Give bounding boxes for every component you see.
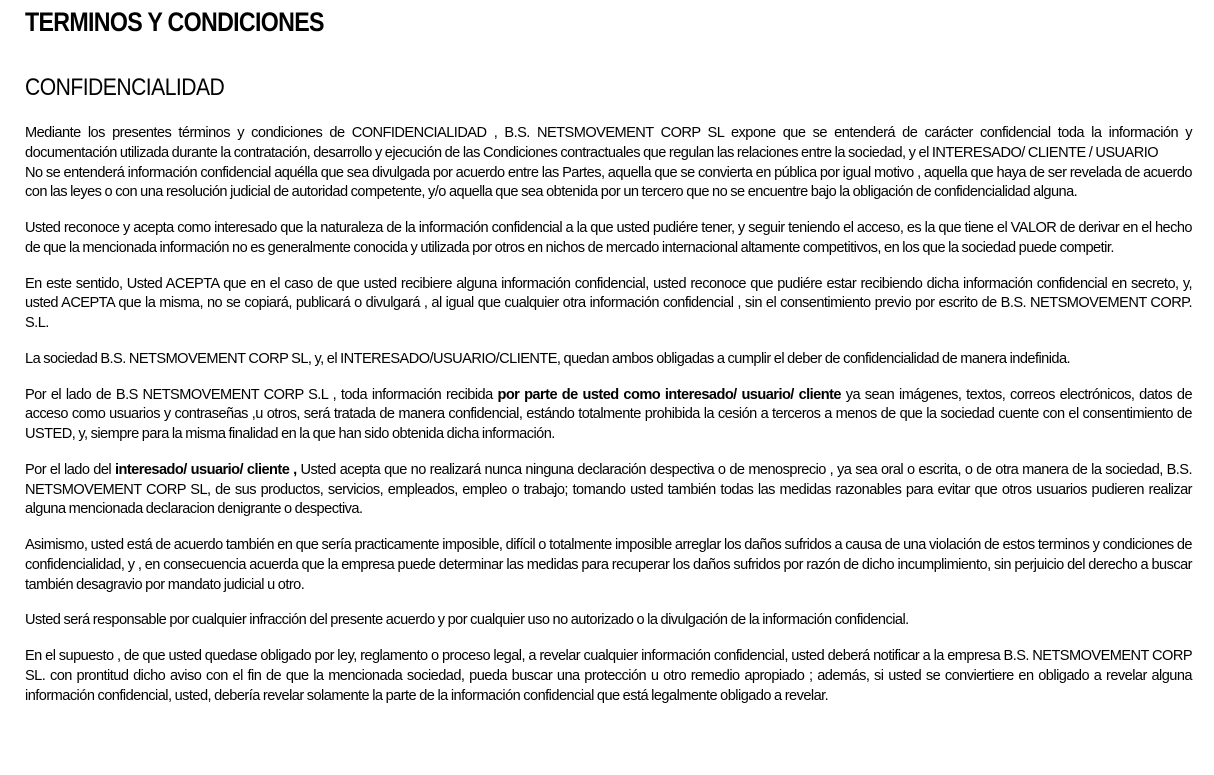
user-side-bold-text: interesado/ usuario/ cliente , bbox=[114, 461, 297, 478]
paragraph-value-acknowledgement: Usted reconoce y acepta como interesado que la naturaleza de la información confidencial a la que usted pudiére tener, y seguir teniendo el acceso, es la que tiene el VALOR de derivar en el hecho de que la mencionada información no es generalmente conocida y utilizada por otros en nichos de mercado internacional altamente competitivos, en los que la sociedad puede competir. bbox=[25, 220, 1192, 256]
paragraph-confidentiality-scope: Mediante los presentes términos y condiciones de CONFIDENCIALIDAD , B.S. NETSMOVEMENT CORP SL expone que se entenderá de carácter confidencial toda la información y documentación utilizada durante la contratación, desarrollo y ejecución de las Condiciones contractuales que regulan las relaciones entre la sociedad, y el INTERESADO/ CLIENTE / USUARIO bbox=[25, 125, 1192, 161]
page-title: TERMINOS Y CONDICIONES bbox=[25, 7, 324, 37]
paragraph-company-side bbox=[25, 386, 1192, 445]
paragraph-responsibility: Usted será responsable por cualquier infracción del presente acuerdo y por cualquier uso no autorizado o la divulgación de la información confidencial. bbox=[25, 612, 909, 629]
paragraph-exclusions: No se entenderá información confidencial aquélla que sea divulgada por acuerdo entre las Partes, aquella que se convierta en pública por igual motivo , aquella que haya de ser revelada de acuerdo con las leyes o con una resolución judicial de autoridad competente, y/o aquella que sea obtenida por un tercero que no se encuentre bajo la obligación de confidencialidad alguna. bbox=[25, 164, 1192, 201]
paragraph-legal-disclosure: En el supuesto , de que usted quedase obligado por ley, reglamento o proceso legal, a revelar cualquier información confidencial, usted deberá notificar a la empresa B.S. NETSMOVEMENT CORP SL. con prontitud dicho aviso con el fin de que la mencionada sociedad, pueda buscar una protección u otro remedio apropiado ; además, si usted se conviertiere en obligado a revelar alguna información confidencial, usted, debería revelar solamente la parte de la información confidencial que está legalmente obligado a revelar. bbox=[25, 648, 1192, 704]
paragraph-mutual-obligation: La sociedad B.S. NETSMOVEMENT CORP SL, y, el INTERESADO/USUARIO/CLIENTE, quedan ambos obligadas a cumplir el deber de confidencialidad de manera indefinida. bbox=[25, 350, 1071, 367]
user-side-text-end: Usted acepta que no realizará nunca ninguna declaración despectiva o de menosprecio , ya sea oral o escrita, o de otra manera de la sociedad, B.S. NETSMOVEMENT CORP SL, de sus productos, servicios, empleados, empleo o trabajo; tomando usted también todas las medidas razonables para evitar que otros usuarios pudieren realizar alguna mencionada declaracion denigrante o despectiva. bbox=[25, 461, 1192, 518]
company-side-text-end: ya sean imágenes, textos, correos electrónicos, datos de acceso como usuarios y contraseñas ,u otros, será tratada de manera confidencial, estándo totalmente prohibida la cesión a terceros a menos de que la sociedad cuente con el consentimiento de USTED, y, siempre para la misma finalidad en la que han sido obtenida dicha información. bbox=[25, 386, 1193, 442]
section-title: CONFIDENCIALIDAD bbox=[25, 74, 225, 101]
company-side-text-start: Por el lado de B.S NETSMOVEMENT CORP S.L , toda información recibida bbox=[25, 386, 498, 403]
terms-body bbox=[25, 124, 1192, 706]
user-side-text-start: Por el lado del bbox=[25, 461, 115, 478]
paragraph-user-side bbox=[25, 461, 1192, 520]
paragraph-damages: Asimismo, usted está de acuerdo también en que sería practicamente imposible, difícil o totalmente imposible arreglar los daños sufridos a causa de una violación de estos terminos y condiciones de confidencialidad, y , en consecuencia acuerda que la empresa puede determinar las medidas para recuperar los daños sufridos por razón de dicho incumplimiento, sin perjuicio del derecho a buscar también desagravio por mandato judicial u otro. bbox=[25, 537, 1192, 593]
company-side-bold-text: por parte de usted como interesado/ usuario/ cliente bbox=[497, 386, 841, 403]
paragraph-acceptance: En este sentido, Usted ACEPTA que en el caso de que usted recibiere alguna información confidencial, usted reconoce que pudiére estar recibiendo dicha información confidencial en secreto, y, usted ACEPTA que la misma, no se copiará, publicará o divulgará , al igual que cualquier otra información confidencial , sin el consentimiento previo por escrito de B.S. NETSMOVEMENT CORP. S.L. bbox=[25, 275, 1192, 331]
